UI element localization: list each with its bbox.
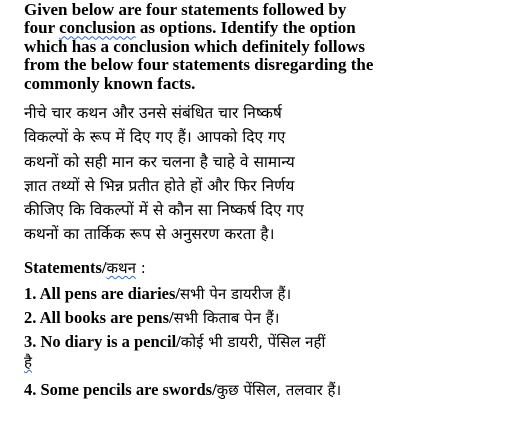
hindi-instruction-line-6: कथनों का तार्किक रूप से अनुसरण करता है। xyxy=(24,225,275,244)
hindi-instruction-line-2: विकल्पों के रूप में दिए गए हैं। आपको दिए गए xyxy=(24,128,286,147)
line2-part-c: as options. Identify the option xyxy=(135,18,356,38)
statements-heading xyxy=(24,258,146,278)
statement-2-hi: सभी किताब पेन हैं। xyxy=(173,309,280,327)
statement-3-en: 3. No diary is a pencil/ xyxy=(24,332,181,351)
hindi-instruction-line-1: नीचे चार कथन और उनसे संबंधित चार निष्कर्ष xyxy=(24,104,282,122)
statement-3 xyxy=(24,332,325,352)
hindi-instructions xyxy=(24,101,444,247)
statement-3-continuation: है xyxy=(24,353,32,371)
english-instructions xyxy=(24,1,434,93)
statement-4 xyxy=(24,380,341,400)
hindi-instruction-line-4: ज्ञात तथ्यों से भिन्न प्रतीत होते हों और फिर निर्णय xyxy=(24,176,295,195)
statement-2-en: 2. All books are pens/ xyxy=(24,308,174,327)
statement-1 xyxy=(24,284,291,304)
english-instruction-line-1: Given below are four statements followed by xyxy=(24,0,347,19)
statement-1-en: 1. All pens are diaries/ xyxy=(24,284,180,303)
english-instruction-line-4: from the below four statements disregarding the xyxy=(24,55,374,75)
statement-2 xyxy=(24,308,279,328)
statements-heading-colon: : xyxy=(135,259,146,277)
statement-4-hi: कुछ पेंसिल, तलवार हैं। xyxy=(216,381,342,399)
statement-3-hi: कोई भी डायरी, पेंसिल नहीं xyxy=(180,333,326,351)
english-instruction-line-2 xyxy=(24,19,434,37)
hindi-instruction-line-5: कीजिए कि विकल्पों में से कौन सा निष्कर्ष दिए गए xyxy=(24,201,304,220)
english-instruction-line-3: which has a conclusion which definitely follows xyxy=(24,36,365,56)
statements-heading-hi: कथन xyxy=(106,259,136,277)
hindi-instruction-line-3: कथनों को सही मान कर चलना है चाहे वे सामान्य xyxy=(24,152,295,171)
spellcheck-word: conclusion xyxy=(59,18,136,38)
statement-1-hi: सभी पेन डायरीज हैं। xyxy=(180,285,292,303)
line2-part-a: four xyxy=(24,18,60,38)
statement-4-en: 4. Some pencils are swords/ xyxy=(24,380,217,399)
statements-heading-en: Statements/ xyxy=(24,258,107,277)
english-instruction-line-5: commonly known facts. xyxy=(24,73,196,93)
